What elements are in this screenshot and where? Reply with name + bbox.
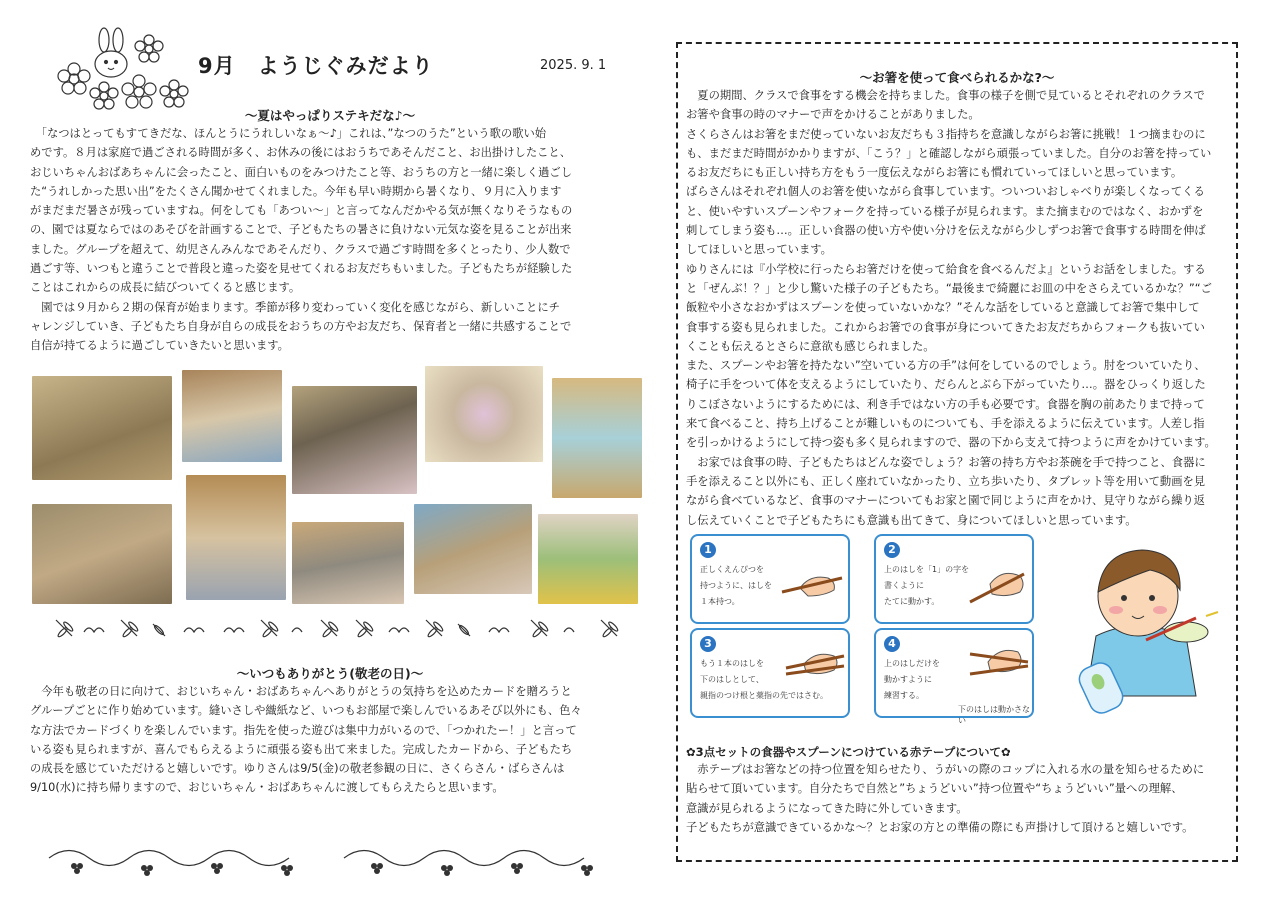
photo-clay-play [182, 370, 282, 462]
photo-mud-play [32, 504, 172, 604]
text-line: 手を添えること以外にも、正しく座れていなかったり、立ち歩いたり、タブレット等を用いて動画を見 [686, 474, 1206, 488]
step-card-2 [874, 534, 1034, 624]
text-line: 今年も敬老の日に向けて、おじいちゃん・おばあちゃんへありがとうの気持ちを込めたカードを贈ろうと [30, 685, 572, 698]
text-line: し伝えていくことで子どもたちにも意識も出てきて、身についてほしいと思っています。 [686, 513, 1137, 527]
text-line: るお友だちにも正しい持ち方をもう一度伝えながらお箸にも慣れていってほしいと思っています。 [686, 166, 1183, 180]
right-page-box [676, 42, 1238, 862]
chopstick-hand-icon [784, 644, 846, 684]
text-line: いる姿も見られますが、喜んでもらえるように頑張る姿も出て来ました。完成したカードから、子どもたち [30, 742, 573, 756]
step-line: もう１本のはしを [700, 659, 764, 668]
section-respect-day-body [30, 682, 622, 798]
text-line: めです。８月は家庭で過ごされる時間が多く、お休みの後にはおうちであそんだこと、お出掛けしたこと、 [30, 146, 572, 160]
step-line: 下のはしとして、 [700, 675, 764, 684]
text-line: 食事する姿も見られました。これからお箸での食事が身についてきたお友だちからフォークも抜いてい [686, 320, 1205, 334]
text-line: 意識が見られるようになってきた時に外していきます。 [686, 801, 968, 815]
section-heading-red-tape: ✿3点セットの食器やスプーンにつけている赤テープについて✿ [686, 745, 1011, 759]
header [30, 18, 630, 113]
text-line: と「ぜんぶ！？」と少し驚いた様子の子どもたち。“最後まで綺麗にお皿の中をさらえているかな？”“ご [686, 281, 1212, 295]
step-number: 1 [700, 542, 716, 558]
section-heading-summer: ～夏はやっぱりステキだな♪～ [244, 108, 416, 123]
photo-sand-play [32, 376, 172, 480]
step-line: 親指のつけ根と薬指の先ではさむ。 [700, 691, 828, 700]
text-line: 飯粒や小さなおかずはスプーンを使っていないかな？”そんな話をしていると意識してお箸で集中して [686, 301, 1200, 315]
text-line: お箸や食事の時のマナーで声をかけることがありました。 [686, 108, 980, 122]
text-line: 園では９月から２期の保育が始まります。季節が移り変わっていく変化を感じながら、新しいことにチ [30, 300, 560, 314]
text-line: りこぼさないようにするためには、利き手ではない方の手も必要です。食器を胸の前あたりまで持って [686, 397, 1205, 411]
text-line: た“うれしかった思い出”をたくさん聞かせてくれました。今年も早い時期から暑くなり、９月に入ります [30, 184, 562, 198]
text-line: ばらさんはそれぞれ個人のお箸を使いながら食事しています。ついついおしゃべりが楽しくなってくる [686, 185, 1205, 199]
text-line: 椅子に手をついて体を支えるようにしていたり、だらんとぶら下がっていたり…。器をひっくり返した [686, 378, 1206, 392]
step-line: 動かすように [884, 675, 932, 684]
grape-vine-border [44, 838, 629, 878]
step-number: 4 [884, 636, 900, 652]
text-line: くことも伝えるとさらに意欲も感じられました。 [686, 339, 935, 353]
step-text [884, 562, 976, 610]
photo-color-water [292, 386, 417, 494]
text-line: 来て食べること、持ち上げることが難しいものについても、手を添えるように伝えています。人差し指 [686, 417, 1205, 431]
bunny-flowers-illustration [44, 24, 194, 116]
text-line: 9/10(水)に持ち帰りますので、おじいちゃん・おばあちゃんに渡してもらえたらと思います。 [30, 781, 504, 795]
boy-eating-illustration [1066, 536, 1226, 714]
text-line: おじいちゃんおばあちゃんに会ったこと、面白いものをみつけたこと等、おうちの方と一緒に楽しく過ごし [30, 165, 573, 179]
step-text [884, 656, 960, 704]
chopstick-hand-icon [968, 558, 1030, 608]
step-line: 練習する。 [884, 691, 924, 700]
text-line: ャレンジしていき、子どもたち自身が自らの成長をおうちの方やお友だち、保育者と一緒に共感することで [30, 319, 572, 333]
text-line: がまだまだ暑さが残っていますね。何をしても「あつい～」と言ってなんだかやる気が無くなりそうなもの [30, 204, 573, 218]
section-red-tape-body [686, 760, 1231, 837]
section-summer-body [30, 124, 622, 356]
text-line: 貼らせて頂いています。自分たちで自然と”ちょうどいい”持つ位置や“ちょうどいい”量への理解、 [686, 782, 1183, 796]
step-line: 上のはしだけを [884, 659, 940, 668]
text-line: ことはこれからの成長に結びついてくると感じます。 [30, 281, 301, 295]
text-line: と、使いやすいスプーンやフォークを持っている様子が見られます。また摘まむのではなく、おかずを [686, 204, 1204, 218]
step-line: 正しくえんぴつを [700, 565, 764, 574]
page-title: 9月 ようじぐみだより [198, 54, 434, 78]
step-note: 下のはしは動かさない [958, 705, 1030, 725]
step-number: 3 [700, 636, 716, 652]
text-line: 自信が持てるように過ごしていきたいと思います。 [30, 339, 289, 353]
step-card-3 [690, 628, 850, 718]
text-line: また、スプーンやお箸を持たない”空いている方の手”は何をしているのでしょう。肘をついていたり、 [686, 359, 1206, 373]
step-line: たてに動かす。 [884, 597, 940, 606]
dragonfly-border [44, 614, 629, 644]
photo-artwork-star [425, 366, 543, 462]
photo-sunflower-art [538, 514, 638, 604]
step-card-1 [690, 534, 850, 624]
photo-water-play [414, 504, 532, 594]
text-line: グループごとに作り始めています。縫いさしや織紙など、いつもお部屋で楽しんでいるあそび以外にも、色々 [30, 704, 582, 718]
text-line: も、まだまだ時間がかかりますが、「こう？」と確認しながら頑張っていました。自分のお箸を持ってい [686, 146, 1212, 160]
step-number: 2 [884, 542, 900, 558]
text-line: お家では食事の時、子どもたちはどんな姿でしょう？お箸の持ち方やお茶碗を手で持つこと、食器に [686, 455, 1206, 469]
step-text [700, 562, 776, 610]
left-page [30, 18, 630, 888]
text-line: ゆりさんには『小学校に行ったらお箸だけを使って給食を食べるんだよ』というお話をしました。する [686, 262, 1206, 276]
step-line: 上のはしを「1」の字を [884, 565, 970, 574]
text-line: してほしいと思っています。 [686, 243, 832, 257]
step-line: 書くように [884, 581, 924, 590]
photo-outdoor-play [292, 522, 404, 604]
text-line: ながら食べているなど、食事のマナーについてもお家と園で同じように声をかけ、見守りながら繰り返 [686, 494, 1205, 508]
text-line: の成長を感じていただけると嬉しいです。ゆりさんは9/5(金)の敬老参観の日に、さくらさん・ばらさんは [30, 762, 565, 776]
photo-artwork-wall [552, 378, 642, 498]
chopstick-hand-icon [780, 558, 844, 608]
text-line: ました。グループを超えて、幼児さんみんなであそんだり、クラスで過ごす時間を多くとったり、少人数で [30, 242, 571, 256]
text-line: 子どもたちが意識できているかな～？とお家の方との準備の際にも声掛けして頂けると嬉しいです。 [686, 820, 1194, 834]
text-line: 夏の期間、クラスで食事をする機会を持ちました。食事の様子を側で見ているとそれぞれのクラスで [686, 89, 1205, 102]
section-chopsticks-body [686, 86, 1231, 530]
text-line: を引っかけるようにして持つ姿も多く見られますので、器の下から支えて持つように声をかけています。 [686, 436, 1216, 450]
text-line: 刺してしまう姿も…。正しい食器の使い方や使い分けを伝えながら少しずつお箸で食事する時間を伸ば [686, 224, 1206, 238]
text-line: 「なつはとってもすてきだな、ほんとうにうれしいなぁ～♪」これは、”なつのうた”という歌の歌い始 [30, 127, 547, 140]
text-line: 赤テープはお箸などの持つ位置を知らせたり、うがいの際のコップに入れる水の量を知らせるために [686, 763, 1205, 776]
text-line: の、園では夏ならではのあそびを計画することで、子どもたちの暑さに負けない元気な姿を見ることが出来 [30, 223, 572, 237]
issue-date: 2025. 9. 1 [540, 58, 607, 73]
section-heading-chopsticks: ～お箸を使って食べられるかな?～ [859, 70, 1055, 85]
text-line: な方法でカードづくりを楽しんでいます。指先を使った遊びは集中力がいるので、「つかれたー！」と言って [30, 723, 577, 737]
step-line: １本持つ。 [700, 597, 740, 606]
text-line: さくらさんはお箸をまだ使っていないお友だちも３指持ちを意識しながらお箸に挑戦！１つ摘まむのに [686, 127, 1206, 141]
step-line: 持つように、はしを [700, 581, 772, 590]
chopstick-hand-icon [968, 640, 1030, 688]
photo-children-cups [186, 475, 286, 600]
section-heading-respect-day: ～いつもありがとう(敬老の日)～ [236, 666, 424, 681]
step-card-4 [874, 628, 1034, 725]
text-line: 過ごす等、いつもと違うことで普段と違った姿を見せてくれるお友だちもいました。子どもたちが経験した [30, 262, 573, 276]
